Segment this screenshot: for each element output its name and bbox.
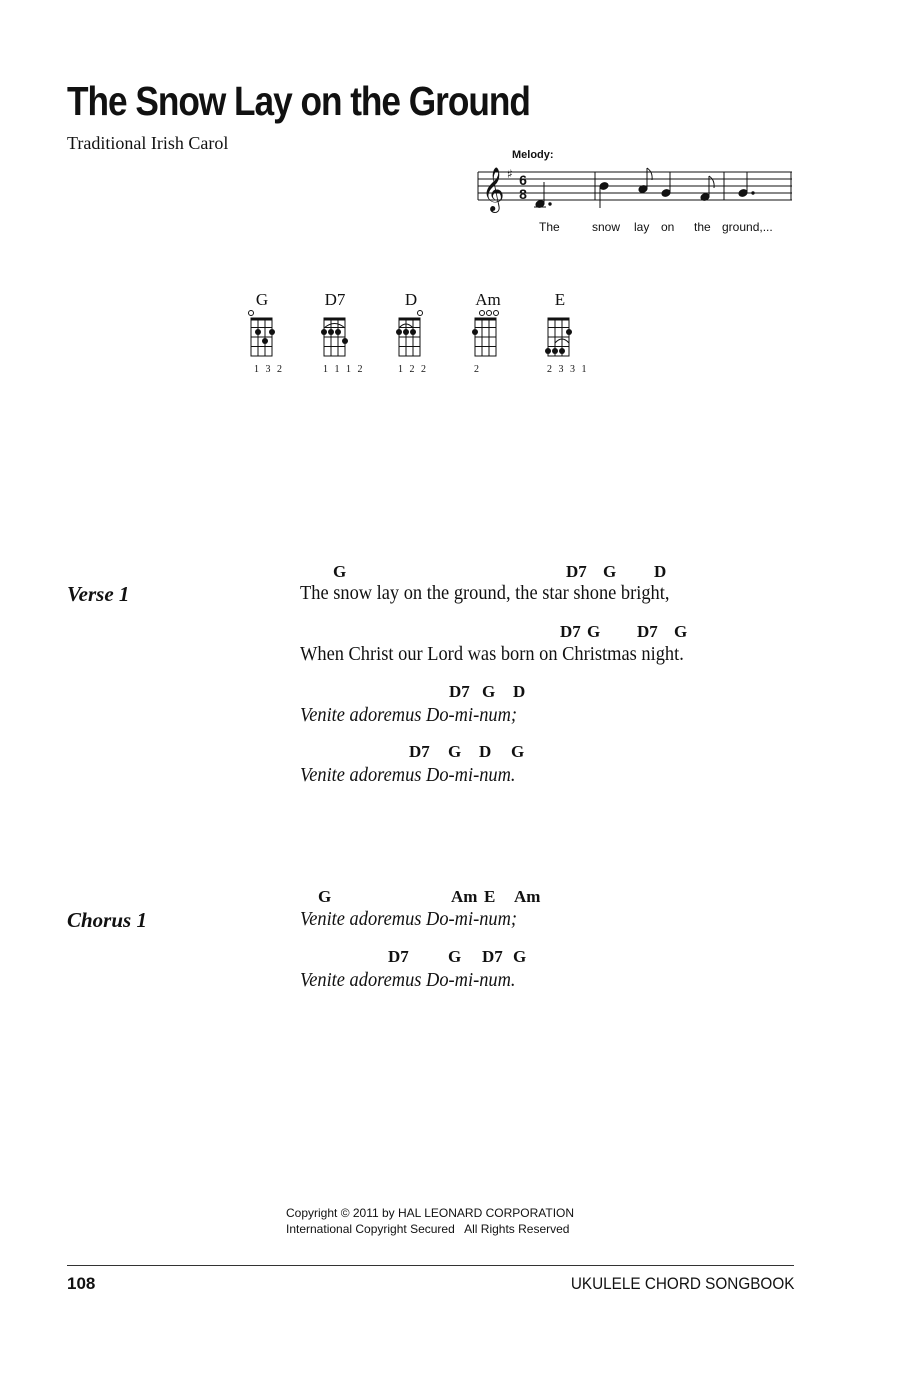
melody-label: Melody:: [512, 149, 554, 161]
chord-diagram-name: E: [554, 290, 566, 309]
copyright-line: International Copyright Secured All Rights Reserved: [286, 1222, 570, 1236]
chord-fingering: 2 3 3 1: [547, 364, 589, 375]
chord-fingering: 1 1 1 2: [323, 364, 365, 375]
chord-diagram-d7: [316, 309, 356, 361]
chord-fingering: 1 3 2: [254, 364, 284, 375]
book-title: UKULELE CHORD SONGBOOK: [570, 1274, 794, 1293]
melody-lyric: snow: [592, 220, 621, 234]
lyric-chord: Am: [451, 887, 478, 906]
chord-diagram-am: [467, 309, 507, 361]
page-number: 108: [67, 1274, 96, 1293]
lyric-chord: D7: [482, 947, 503, 966]
lyric-chord: G: [513, 947, 527, 966]
lyric-line: Venite adoremus Do-mi-num;: [300, 704, 518, 726]
lyric-chord: D7: [388, 947, 409, 966]
lyric-line: Venite adoremus Do-mi-num.: [300, 764, 516, 786]
song-title: The Snow Lay on the Ground: [67, 78, 530, 124]
lyric-chord: G: [603, 562, 617, 581]
melody-notes: [534, 168, 754, 208]
song-attribution: Traditional Irish Carol: [67, 133, 229, 153]
lyric-line: When Christ our Lord was born on Christmas night.: [300, 643, 684, 665]
lyric-chord: D7: [560, 622, 581, 641]
lyric-line: The snow lay on the ground, the star shone bright,: [300, 582, 670, 604]
lyric-line: Venite adoremus Do-mi-num.: [300, 969, 516, 991]
lyric-chord: Am: [514, 887, 541, 906]
chord-fingering: 2: [474, 364, 481, 375]
melody-lyric: on: [661, 220, 675, 234]
chord-diagram-name: D7: [324, 290, 346, 309]
lyric-chord: G: [448, 947, 462, 966]
section-label-chorus-1: Chorus 1: [67, 908, 147, 932]
lyric-chord: G: [587, 622, 601, 641]
lyric-chord: G: [674, 622, 688, 641]
lyric-chord: D7: [409, 742, 430, 761]
melody-lyric: The: [539, 220, 560, 234]
melody-staff: [470, 160, 800, 220]
lyric-line: Venite adoremus Do-mi-num;: [300, 908, 518, 930]
footer-divider: [67, 1265, 794, 1266]
time-sig-top: 6: [519, 172, 527, 188]
lyric-chord: G: [482, 682, 496, 701]
lyric-chord: E: [484, 887, 496, 906]
chord-diagram-e: [540, 309, 580, 361]
chord-fingering: 1 2 2: [398, 364, 428, 375]
chord-diagram-name: D: [404, 290, 418, 309]
lyric-chord: D: [654, 562, 667, 581]
section-label-verse-1: Verse 1: [67, 582, 130, 606]
lyric-chord: D: [479, 742, 492, 761]
melody-lyric: lay: [634, 220, 650, 234]
melody-lyric: ground,...: [722, 220, 773, 234]
lyric-chord: G: [448, 742, 462, 761]
lyric-chord: D: [513, 682, 526, 701]
chord-diagram-name: Am: [475, 290, 501, 309]
chord-diagram-d: [391, 309, 431, 361]
lyric-chord: G: [333, 562, 347, 581]
lyric-chord: D7: [449, 682, 470, 701]
chord-diagram-g: [243, 309, 283, 361]
melody-lyric: the: [694, 220, 711, 234]
lyric-chord: D7: [566, 562, 587, 581]
treble-clef-icon: 𝄞: [482, 167, 505, 211]
lyric-chord: G: [511, 742, 525, 761]
sharp-icon: ♯: [507, 167, 513, 181]
copyright-line: Copyright © 2011 by HAL LEONARD CORPORATION: [286, 1206, 575, 1220]
lyric-chord: G: [318, 887, 332, 906]
time-sig-bottom: 8: [519, 186, 527, 202]
chord-diagram-name: G: [255, 290, 269, 309]
lyric-chord: D7: [637, 622, 658, 641]
